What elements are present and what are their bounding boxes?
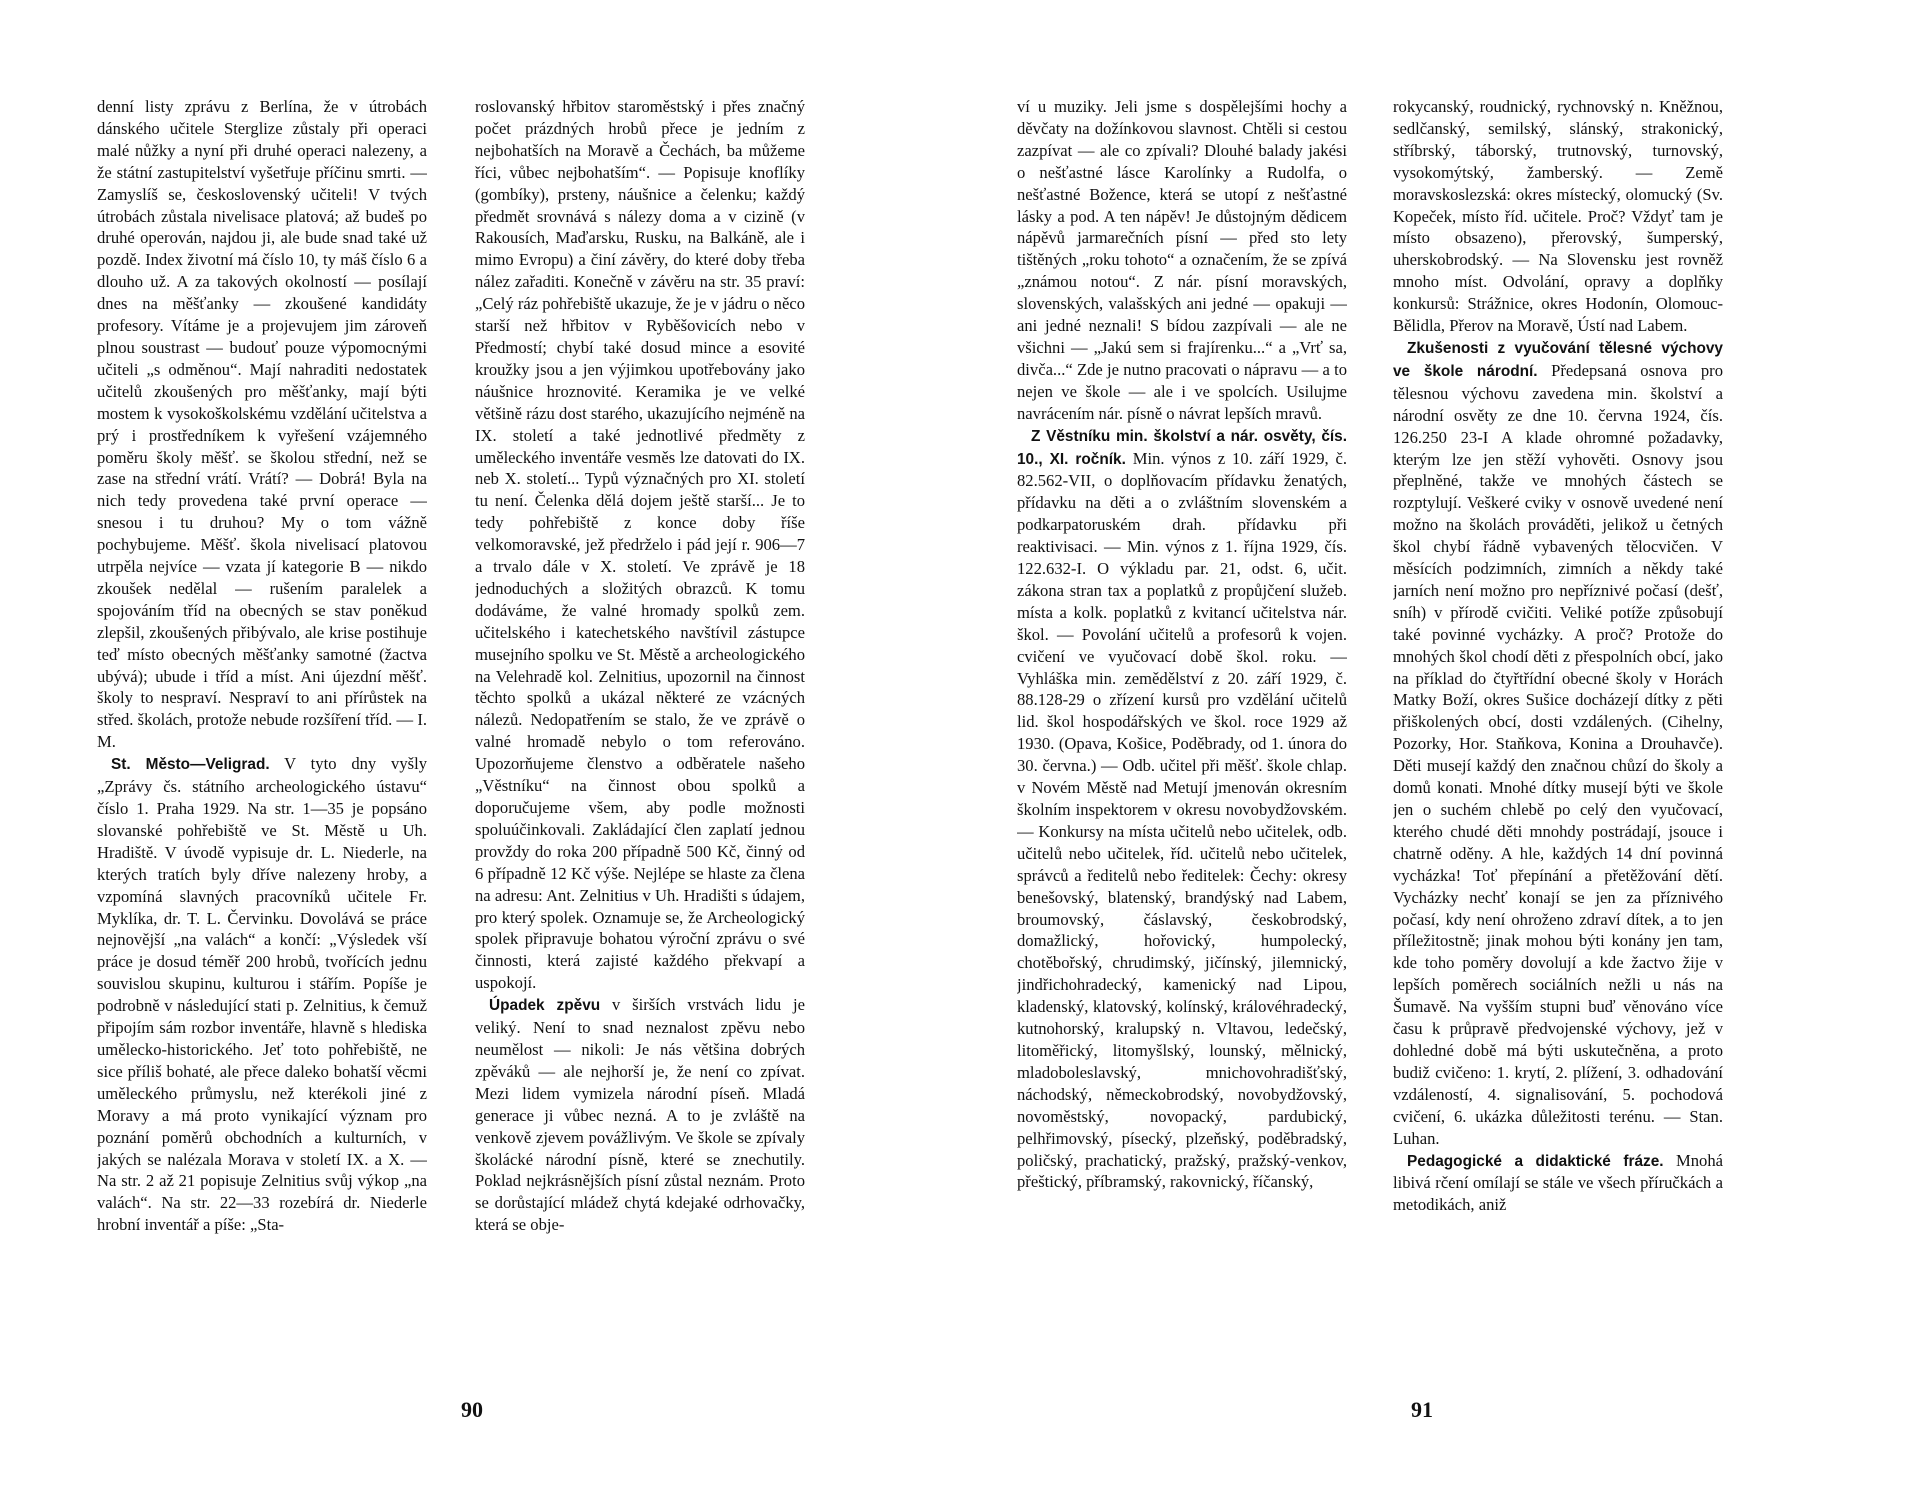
paragraph <box>475 994 805 1236</box>
paragraph-text: roslovanský hřbitov staroměstský i přes značný počet prázdných hrobů přece je jedním z nejbohatších na Moravě a Čechách, ba můžeme říci, vůbec nejbohatším“. — Popisuje knoflíky (gombíky), prsteny, náušnice a čelenku; každý předmět srovnává s nálezy doma a v cizině (v Rakousích, Maďarsku, Rusku, na Balkáně, ale i mimo Evropu) a činí závěry, do které doby třeba nález zařaditi. Konečně v závěru na str. 35 praví: „Celý ráz pohřebiště ukazuje, že je v jádru o něco starší než hřbitov v Ryběšovicích nebo v Předmostí; chybí také dosud mince a esovité kroužky jsou a jen výjimkou upotřebovány jako náušnice hroznovité. Keramika je ve velké většině rázu dost starého, ukazujícího nejméně na IX. století a také jednotlivé předměty z uměleckého inventáře vesměs lze datovati do IX. neb X. století... Typů význačných pro XI. století tu není. Čelenka dělá dojem ještě starší... Je to tedy pohřebiště z konce doby říše velkomoravské, jež předrželo i pád její r. 906—7 a trvalo dále v X. století. Ve zprávě je 18 jednoduchých a složitých obrazců. K tomu dodáváme, že valné hromady spolků zem. učitelského i katechetského navštívil zástupce musejního spolku ve St. Městě a archeologického na Velehradě kol. Zelnitius, upozornil na činnost těchto spolků a ukázal některé ze vzácných nálezů. Nedopatřením se stalo, že ve zprávě o valné hromadě nebylo o tom referováno. Upozorňujeme členstvo a odběratele našeho „Věstníku“ na činnost obou spolků a doporučujeme všem, aby podle možnosti spoluúčinkovali. Zakládající člen zaplatí jednou provždy do roka 200 případně 500 Kč, činný od 6 případně 12 Kč výše. Nejlépe se hlaste za člena na adresu: Ant. Zelnitius v Uh. Hradišti s údajem, pro který spolek. Oznamuje se, že Archeologický spolek připravuje bohatou výroční zprávu o své činnosti, která zajisté každého překvapí a uspokojí. <box>475 97 805 993</box>
paragraph <box>97 753 427 1236</box>
paragraph-text: Mnohá libivá rčení omílají se stále ve všech příručkách a metodikách, aniž <box>1393 1150 1723 1215</box>
section-heading: Pedagogické a didaktické fráze. <box>1407 1152 1664 1170</box>
paragraph <box>1393 1150 1723 1217</box>
right-page-column-1 <box>1017 96 1347 1396</box>
right-page-column-2 <box>1393 96 1723 1396</box>
paragraph-text: ví u muziky. Jeli jsme s dospělejšími hochy a děvčaty na dožínkovou slavnost. Chtěli si cestou zazpívat — ale co zpívali? Dlouhé balady jakési o nešťastné lásce Karolínky a Rudolfa, o nešťastné Božence, která se utopí z nešťastné lásky a pod. A ten nápěv! Je důstojným dědicem nápěvů jarmarečních písní — před sto lety tištěných „roku tohoto“ a označením, že se zpívá „známou notou“. Z nár. písní moravských, slovenských, valašských ani jedné — opakuji — ani jedné neznali! S bídou zazpívali — ale ne všichni — „Jakú sem si frajírenku...“ a „Vrť sa, divča...“ Zde je nutno pracovati o nápravu — a to nejen ve škole — ale i ve spolcích. Usilujme navrácením nár. písně o návrat lepších mravů. <box>1017 97 1347 423</box>
section-heading: Z Věstníku min. školství a nár. osvěty, čís. 10., XI. ročník. <box>1017 427 1347 468</box>
paragraph <box>97 96 427 753</box>
paragraph-text: V tyto dny vyšly „Zprávy čs. státního archeologického ústavu“ číslo 1. Praha 1929. Na str. 1—35 je popsáno slovanské pohřebiště ve St. Městě u Uh. Hradiště. V úvodě vypisuje dr. L. Niederle, na kterých tratích byly dříve nalezeny hroby, a vzpomíná slavných pracovníků učitele Fr. Myklíka, dr. T. L. Červinku. Dovolává se práce nejnovější „na valách“ a končí: „Výsledek vší práce je dosud téměř 200 hrobů, tvořících jednu souvislou skupinu, kulturou i stářím. Popíše je podrobně v následující stati p. Zelnitius, k čemuž připojím sám rozbor inventáře, hlavně s hlediska umělecko-historického. Jeť toto pohřebiště, ne sice příliš bohaté, ale přece daleko bohatší věcmi uměleckého průmyslu, než kterékoli jiné z Moravy a má proto vynikající význam pro poznání poměrů obchodních a kulturních, v jakých se nalézala Morava v století IX. a X. — Na str. 2 až 21 popisuje Zelnitius svůj výkop „na valách“. Na str. 22—33 rozebírá dr. Niederle hrobní inventář a píše: „Sta- <box>97 754 427 1235</box>
page-number: 90 <box>461 1397 483 1422</box>
left-page-column-2 <box>475 96 805 1396</box>
page-number: 91 <box>1411 1397 1433 1422</box>
left-page-column-1 <box>97 96 427 1396</box>
section-heading: Zkušenosti z vyučování tělesné výchovy ve škole národní. <box>1393 339 1723 380</box>
paragraph-text: denní listy zprávu z Berlína, že v útrobách dánského učitele Sterglize zůstaly při operaci malé nůžky a nyní při druhé operaci nalezeny, a že státní zastupitelství vyšetřuje příčinu smrti. — Zamyslíš se, československý učiteli! V tvých útrobách zůstala nivelisace platová; až budeš po druhé operován, najdou ji, ale bude snad také už pozdě. Index životní má číslo 10, ty máš číslo 6 a dlouho už. A za takových okolností — posílají dnes na měšťanky — zkoušené kandidáty profesory. Vítáme je a projevujem jim zároveň plnou soustrast — budouť pouze výpomocnými učiteli „s odměnou“. Mají nahraditi nedostatek učitelů zkoušených pro měšťanky, mají býti mostem k vysokoškolskému vzdělání učitelstva a prý i prostředníkem k vyřešení vzájemného poměru školy měšť. se školou střední, než se zase na střední vrátí. Vrátí? — Dobrá! Byla na nich tedy provedena také první operace — snesou i tu druhou? My o tom vážně pochybujeme. Měšť. škola nivelisací platovou utrpěla nejvíce — vzata jí kategorie B — nikdo zkoušek nedělal — rušením paralelek a spojováním tříd na obecných se stav poněkud zlepšil, zkoušených přibývalo, ale krise postihuje teď místo obecných měšťanky samotné (žactva ubývá); ubude i tříd a míst. Ani újezdní měšť. školy to nespraví. Nespraví to ani přírůstek na střed. školách, protože nebude rozšíření tříd. — I. M. <box>97 97 427 752</box>
paragraph <box>475 96 805 994</box>
paragraph <box>1393 337 1723 1150</box>
paragraph <box>1393 96 1723 337</box>
section-heading: Úpadek zpěvu <box>489 997 601 1015</box>
paragraph-text: Předepsaná osnova pro tělesnou výchovu zavedena min. školství a národní osvěty ze dne 10. června 1924, čís. 126.250 23-I A klade ohromné požadavky, kterým lze jen stěží vyhověti. Osnovy jsou přeplněné, takže ve mnohých částech se rozptylují. Veškeré cviky v osnově uvedené není možno na školách prováděti, jelikož u četných škol chybí řádně vybavených tělocvičen. V měsících podzimních, zimních a někdy také jarních není možno pro nepříznivé počasí (dešť, sníh) v přírodě cvičiti. Veliké potíže způsobují také povinné vycházky. A proč? Protože do mnohých škol chodí děti z přespolních obcí, jako na příklad do čtyřtřídní obecné školy v Horách Matky Boží, okres Sušice docházejí dítky z pěti přiškolených obcí, dosti vzdálených. (Cihelny, Pozorky, Hor. Staňkova, Konina a Drouhavče). Děti musejí každý den značnou chůzí do školy a domů konati. Mnohé dítky musejí býti ve škole jen o suchém chlebě po celý den vyučovací, kterého chudé děti mnohdy postrádají, jsouce i chatrně oděny. A hle, každých 14 dní povinná vycházka! Toť přepínání a přetěžování dětí. Vycházky nechť konají se jen za příznivého počasí, kdy není ohroženo zdraví dítek, a to jen příležitostně; jinak mohou býti konány jen tam, kde toho poměry dovolují a kde žactvo žije v lepších poměrech sociálních nežli u nás na Šumavě. Na vyšším stupni buď věnováno více času k průpravě předvojenské výchovy, jež v dohledné době má býti uskutečněna, a proto budiž cvičeno: 1. krytí, 2. plížení, 3. odhadování vzdáleností, 4. signalisování, 5. pochodová cvičení, 6. ukázka důležitosti terénu. — Stan. Luhan. <box>1393 360 1723 1148</box>
paragraph <box>1017 96 1347 425</box>
paragraph-text: v širších vrstvách lidu je veliký. Není to snad neznalost zpěvu nebo neumělost — nikoli: Je nás většina dobrých zpěváků — ale nejhorší je, že není co zpívat. Mezi lidem vymizela národní píseň. Mladá generace ji vůbec nezná. A to je zvláště na venkově zjevem povážlivým. Ve škole se zpívaly školácké národní písně, které se znechutily. Poklad nejkrásnějších písní zůstal neznám. Proto se dorůstající mládež chytá kdejaké odrhovačky, která se obje- <box>475 995 805 1235</box>
paragraph-text: rokycanský, roudnický, rychnovský n. Kněžnou, sedlčanský, semilský, slánský, strakonický, stříbrský, táborský, trutnovský, turnovský, vysokomýtský, žamberský. — Země moravskoslezská: okres místecký, olomucký (Sv. Kopeček, místo říd. učitele. Proč? Vždyť tam je místo obsazeno), přerovský, šumperský, uherskobrodský. — Na Slovensku jest rovněž mnoho míst. Odvolání, opravy a doplňky konkursů: Strážnice, okres Hodonín, Olomouc-Bělidla, Přerov na Moravě, Ústí nad Labem. <box>1393 97 1723 336</box>
section-heading: St. Město—Veligrad. <box>111 756 270 774</box>
right-page <box>953 0 1906 1500</box>
paragraph-text: Min. výnos z 10. září 1929, č. 82.562-VII, o doplňovacím přídavku ženatých, přídavku na děti a o zvláštním slovenském a podkarpatoruském drah. přídavku při reaktivisaci. — Min. výnos z 1. října 1929, čís. 122.632-I. O výkladu par. 21, odst. 6, učit. zákona stran tax a poplatků z propůjčení služeb. místa a kolk. poplatků z kvitancí učitelstva nár. škol. — Povolání učitelů a profesorů k vojen. cvičení ve vyučovací době škol. roku. — Vyhláška min. zemědělství z 20. září 1929, č. 88.128-29 o zřízení kursů pro vzdělání učitelů lid. škol hospodářských ve škol. roce 1929 až 1930. (Opava, Košice, Poděbrady, od 1. února do 30. června.) — Odb. učitel při měšť. škole chlap. v Novém Městě nad Metují jmenován okresním školním inspektorem v okresu novobydžovském. — Konkursy na místa učitelů nebo učitelek, odb. učitelů nebo učitelek, říd. učitelů nebo učitelek, správců a ředitelů nebo ředitelek: Čechy: okresy benešovský, blatenský, brandýský nad Labem, broumovský, čáslavský, českobrodský, domažlický, hořovický, humpolecký, chotěbořský, chrudimský, jičínský, jilemnický, jindřichohradecký, kamenický nad Lipou, kladenský, klatovský, kolínský, královéhradecký, kutnohorský, kralupský n. Vltavou, ledečský, litoměřický, litomyšlský, lounský, mělnický, mladoboleslavský, mnichovohradišťský, náchodský, německobrodský, novobydžovský, novoměstský, novopacký, pardubický, pelhřimovský, písecký, plzeňský, poděbradský, poličský, prachatický, pražský, pražský-venkov, přeštický, příbramský, rakovnický, říčanský, <box>1017 448 1347 1192</box>
paragraph <box>1017 425 1347 1194</box>
